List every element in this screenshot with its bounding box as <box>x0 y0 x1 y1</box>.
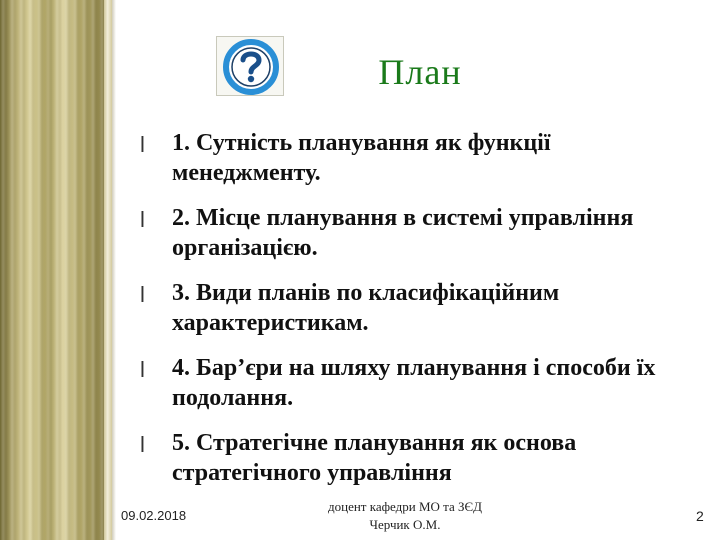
list-item <box>140 203 700 263</box>
bullet-icon: l <box>140 207 145 232</box>
list-item-text: 1. Сутність планування як функції менеджменту. <box>172 130 551 186</box>
list-item <box>140 428 700 488</box>
list-item <box>140 278 700 338</box>
slide-title: План <box>378 52 462 92</box>
decorative-gold-sidebar <box>0 0 104 540</box>
bullet-icon: l <box>140 357 145 382</box>
list-item <box>140 353 700 413</box>
sidebar-border <box>104 0 112 540</box>
list-item-text: 3. Види планів по класифікаційним характеристикам. <box>172 280 560 336</box>
list-item-text: 2. Місце планування в системі управління організацією. <box>172 205 634 261</box>
bullet-icon: l <box>140 282 145 307</box>
footer-author-line2: Черчик О.М. <box>369 517 441 532</box>
list-item-text: 4. Бар’єри на шляху планування і способи їх подолання. <box>172 355 656 411</box>
footer-author-line1: доцент кафедри МО та ЗЄД <box>328 499 482 514</box>
list-item <box>140 128 700 188</box>
bullet-icon: l <box>140 432 145 457</box>
list-item-text: 5. Стратегічне планування як основа стратегічного управління <box>172 430 577 486</box>
sidebar-shadow <box>112 0 116 540</box>
plan-list <box>140 128 700 503</box>
page-number: 2 <box>696 508 704 524</box>
footer-date: 09.02.2018 <box>121 508 187 523</box>
footer-author <box>300 498 510 534</box>
question-mark-icon <box>216 36 284 96</box>
bullet-icon: l <box>140 132 145 157</box>
